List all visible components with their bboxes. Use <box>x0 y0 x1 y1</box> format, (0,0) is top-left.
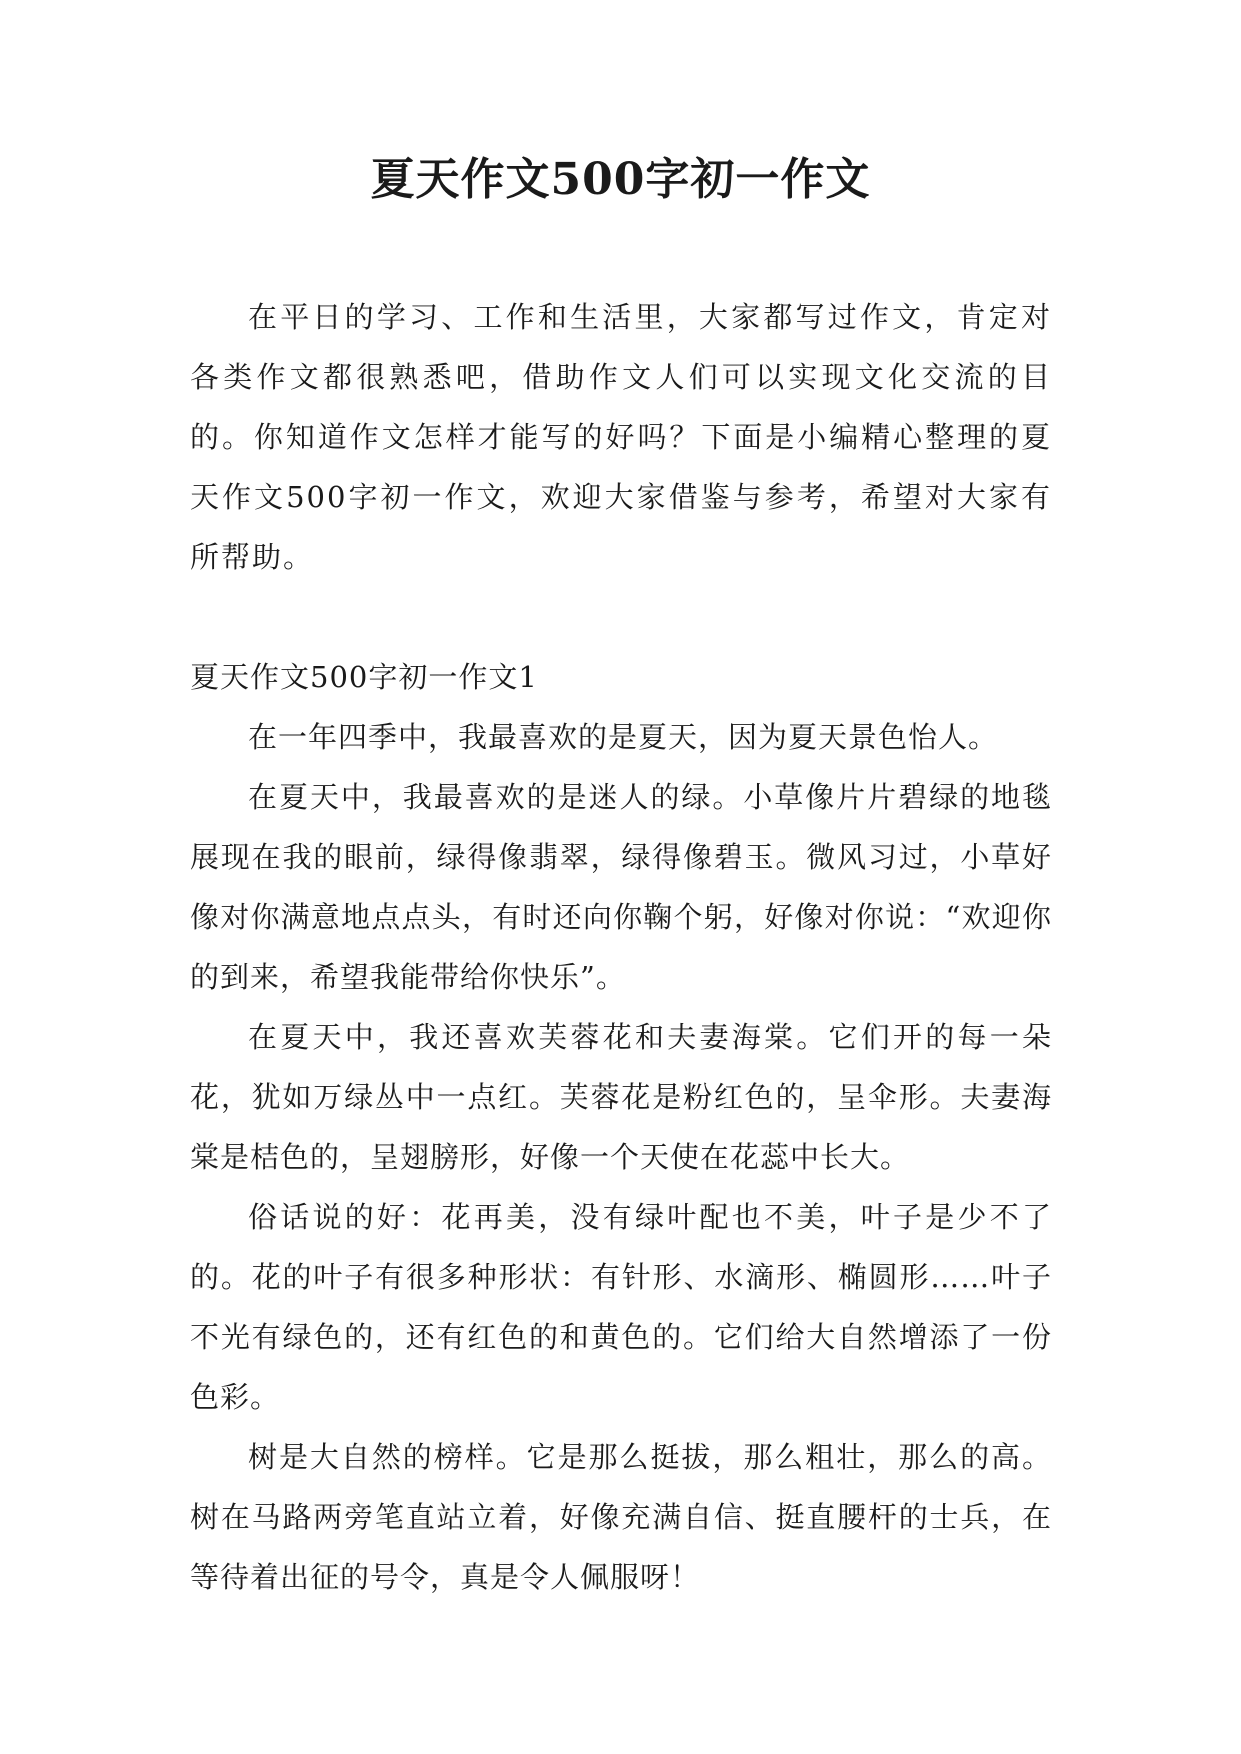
body-paragraph: 在一年四季中，我最喜欢的是夏天，因为夏天景色怡人。 <box>248 720 999 754</box>
body-paragraph: 在夏天中，我最喜欢的是迷人的绿。小草像片片碧绿的地毯展现在我的眼前，绿得像翡翠，绿得像碧玉。微风习过，小草好像对你满意地点点头，有时还向你鞠个躬，好像对你说：“欢迎你的到来，希望我能带给你快乐”。 <box>190 780 1052 994</box>
body-paragraph: 树是大自然的榜样。它是那么挺拔，那么粗壮，那么的高。树在马路两旁笔直站立着，好像充满自信、挺直腰杆的士兵，在等待着出征的号令，真是令人佩服呀！ <box>190 1440 1052 1594</box>
body-paragraph: 在夏天中，我还喜欢芙蓉花和夫妻海棠。它们开的每一朵花，犹如万绿丛中一点红。芙蓉花是粉红色的，呈伞形。夫妻海棠是桔色的，呈翅膀形，好像一个天使在花蕊中长大。 <box>190 1020 1052 1174</box>
section-heading: 夏天作文500字初一作文1 <box>190 660 538 694</box>
document-title: 夏天作文500字初一作文 <box>370 154 871 205</box>
intro-paragraph: 在平日的学习、工作和生活里，大家都写过作文，肯定对各类作文都很熟悉吧，借助作文人们可以实现文化交流的目的。你知道作文怎样才能写的好吗？下面是小编精心整理的夏天作文500字初一作文，欢迎大家借鉴与参考，希望对大家有所帮助。 <box>190 300 1052 574</box>
document-body <box>190 287 1052 1607</box>
body-paragraph: 俗话说的好：花再美，没有绿叶配也不美，叶子是少不了的。花的叶子有很多种形状：有针形、水滴形、椭圆形……叶子不光有绿色的，还有红色的和黄色的。它们给大自然增添了一份色彩。 <box>190 1200 1052 1414</box>
